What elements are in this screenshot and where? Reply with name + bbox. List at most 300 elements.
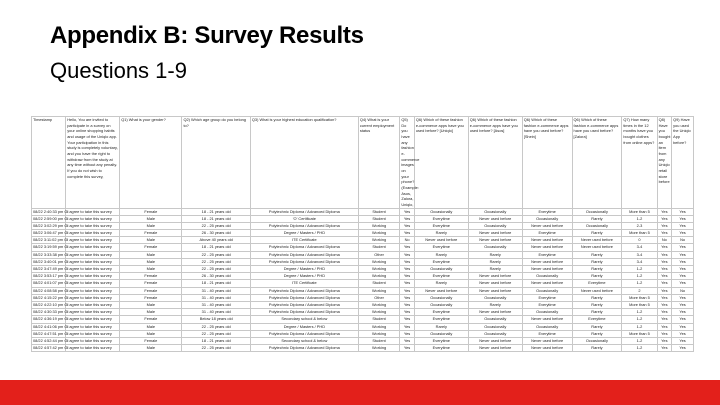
table-cell: I agree to take this survey: [66, 337, 120, 344]
table-cell: Everytime: [522, 208, 572, 215]
table-cell: I agree to take this survey: [66, 294, 120, 301]
table-row: [32, 301, 694, 308]
table-cell: Yes: [672, 258, 694, 265]
table-cell: 08/22 4:01:07 pm GI: [33, 280, 69, 286]
table-cell: Yes: [657, 215, 672, 222]
table-cell: I agree to take this survey: [66, 258, 120, 265]
table-cell: 22 - 25 years old: [182, 345, 250, 352]
table-cell: 18 - 21 years old: [182, 244, 250, 251]
table-cell: Never used before: [522, 222, 572, 229]
table-cell: Rarely: [572, 294, 622, 301]
table-cell: 31 - 40 years old: [182, 301, 250, 308]
survey-results-table-container: [31, 116, 694, 352]
table-cell: Yes: [400, 316, 415, 323]
table-cell: Female: [120, 208, 182, 215]
table-cell: Rarely: [572, 251, 622, 258]
table-cell: More than 5: [622, 208, 657, 215]
table-cell: Occasionally: [468, 323, 522, 330]
table-cell: Yes: [400, 222, 415, 229]
table-cell: Rarely: [414, 230, 468, 237]
table-cell: I agree to take this survey: [66, 323, 120, 330]
table-cell: Yes: [657, 266, 672, 273]
table-cell: 08/22 4:57:42 pm GI: [33, 345, 69, 351]
table-cell: Occasionally: [572, 337, 622, 344]
table-cell: 08/22 3:33:38 pm GI: [33, 251, 69, 257]
column-header: Q9) Have you used the Uniqlo App before?: [672, 117, 694, 209]
table-cell: Occasionally: [414, 266, 468, 273]
column-header: Q1) What is your gender?: [120, 117, 182, 209]
table-cell: Never used before: [468, 280, 522, 287]
table-cell: I agree to take this survey: [66, 215, 120, 222]
table-cell: 22 - 25 years old: [182, 222, 250, 229]
table-cell: 08/22 4:36:19 pm GI: [33, 316, 69, 322]
table-cell: I agree to take this survey: [66, 309, 120, 316]
table-cell: Rarely: [572, 258, 622, 265]
table-cell: Polytechnic Diploma / Advanced Diploma: [250, 287, 358, 294]
table-cell: Yes: [657, 244, 672, 251]
table-cell: Polytechnic Diploma / Advanced Diploma: [250, 258, 358, 265]
table-cell: Polytechnic Diploma / Advanced Diploma: [250, 294, 358, 301]
table-cell: Yes: [657, 251, 672, 258]
table-cell: Yes: [672, 215, 694, 222]
table-cell: I agree to take this survey: [66, 251, 120, 258]
table-cell: Never used before: [468, 230, 522, 237]
table-cell: Degree / Masters / PHD: [250, 323, 358, 330]
table-cell: 31 - 40 years old: [182, 294, 250, 301]
table-row: [32, 309, 694, 316]
table-cell: ITE Certificate: [250, 280, 358, 287]
table-cell: Yes: [400, 309, 415, 316]
table-cell: 'O' Certificate: [250, 215, 358, 222]
table-cell: Yes: [672, 330, 694, 337]
table-cell: Male: [120, 301, 182, 308]
table-cell: 08/22 3:11:02 pm GI: [33, 237, 69, 243]
table-cell: Yes: [672, 337, 694, 344]
table-cell: Yes: [672, 230, 694, 237]
table-cell: Occasionally: [522, 273, 572, 280]
table-cell: Everytime: [414, 258, 468, 265]
table-cell: 1-2: [622, 273, 657, 280]
table-cell: 31 - 40 years old: [182, 287, 250, 294]
table-cell: 3-4: [622, 258, 657, 265]
table-cell: Yes: [672, 266, 694, 273]
table-cell: 08/22 3:19:59 pm GI: [33, 244, 69, 250]
table-cell: Yes: [657, 273, 672, 280]
table-cell: Rarely: [572, 330, 622, 337]
table-cell: No: [672, 287, 694, 294]
table-cell: Rarely: [468, 251, 522, 258]
table-cell: Yes: [672, 294, 694, 301]
table-cell: Yes: [400, 330, 415, 337]
table-row: [32, 208, 694, 215]
table-cell: Male: [120, 323, 182, 330]
table-cell: Working: [358, 237, 400, 244]
table-cell: Yes: [657, 222, 672, 229]
table-cell: 1-2: [622, 280, 657, 287]
table-cell: 1-2: [622, 323, 657, 330]
table-cell: Rarely: [414, 323, 468, 330]
table-cell: Male: [120, 309, 182, 316]
table-cell: Never used before: [468, 337, 522, 344]
table-cell: Never used before: [522, 345, 572, 352]
table-cell: I agree to take this survey: [66, 244, 120, 251]
table-cell: 18 - 21 years old: [182, 337, 250, 344]
table-cell: Occasionally: [414, 330, 468, 337]
table-cell: Rarely: [414, 251, 468, 258]
table-cell: 08/22 4:22:10 pm GI: [33, 301, 69, 307]
table-row: [32, 244, 694, 251]
table-cell: Never used before: [522, 337, 572, 344]
column-header: Q6) Which of these fashion e-commerce apps have you used before? [Asos]: [468, 117, 522, 209]
table-row: [32, 337, 694, 344]
table-cell: Yes: [400, 215, 415, 222]
survey-results-table: [31, 116, 694, 352]
table-cell: Occasionally: [468, 244, 522, 251]
table-cell: Degree / Masters / PHD: [250, 266, 358, 273]
table-cell: Never used before: [468, 273, 522, 280]
table-cell: More than 5: [622, 301, 657, 308]
table-cell: Yes: [672, 244, 694, 251]
table-cell: Male: [120, 237, 182, 244]
table-cell: Yes: [400, 301, 415, 308]
table-cell: 08/22 4:15:22 pm GI: [33, 294, 69, 300]
table-cell: Working: [358, 345, 400, 352]
table-row: [32, 215, 694, 222]
table-cell: 1-2: [622, 337, 657, 344]
table-cell: 08/22 3:06:47 pm GI: [33, 230, 69, 236]
table-row: [32, 280, 694, 287]
table-cell: Occasionally: [414, 301, 468, 308]
table-cell: Yes: [400, 345, 415, 352]
table-cell: Rarely: [468, 266, 522, 273]
table-cell: Occasionally: [522, 287, 572, 294]
table-cell: Occasionally: [572, 208, 622, 215]
table-cell: Never used before: [522, 316, 572, 323]
column-header: Q7) How many times in the 12 months have you bought clothes from online apps?: [622, 117, 657, 209]
table-cell: Everytime: [522, 294, 572, 301]
table-cell: Yes: [672, 301, 694, 308]
table-cell: Female: [120, 316, 182, 323]
table-cell: Degree / Masters / PHD: [250, 273, 358, 280]
table-cell: Rarely: [414, 280, 468, 287]
table-cell: I agree to take this survey: [66, 280, 120, 287]
table-cell: Never used before: [572, 244, 622, 251]
table-cell: 1-2: [622, 316, 657, 323]
table-cell: Rarely: [572, 266, 622, 273]
table-cell: Degree / Masters / PHD: [250, 230, 358, 237]
table-cell: Female: [120, 287, 182, 294]
table-cell: Occasionally: [522, 323, 572, 330]
table-cell: Yes: [400, 280, 415, 287]
table-cell: I agree to take this survey: [66, 301, 120, 308]
table-cell: 08/22 3:40:01 pm GI: [33, 258, 69, 264]
table-cell: Yes: [400, 337, 415, 344]
table-cell: Never used before: [572, 287, 622, 294]
table-cell: 18 - 21 years old: [182, 215, 250, 222]
table-row: [32, 222, 694, 229]
table-cell: 22 - 25 years old: [182, 323, 250, 330]
table-cell: Yes: [400, 208, 415, 215]
table-cell: Working: [358, 301, 400, 308]
table-cell: I agree to take this survey: [66, 273, 120, 280]
table-cell: No: [657, 237, 672, 244]
table-cell: Polytechnic Diploma / Advanced Diploma: [250, 208, 358, 215]
slide-title: Appendix B: Survey Results: [50, 22, 364, 49]
table-cell: Working: [358, 222, 400, 229]
table-cell: Rarely: [468, 301, 522, 308]
table-cell: Yes: [657, 258, 672, 265]
table-cell: Yes: [657, 230, 672, 237]
table-cell: Yes: [672, 309, 694, 316]
table-row: [32, 251, 694, 258]
table-cell: Yes: [672, 273, 694, 280]
table-cell: 3-4: [622, 244, 657, 251]
table-cell: Male: [120, 258, 182, 265]
table-cell: 18 - 21 years old: [182, 280, 250, 287]
table-cell: Rarely: [572, 345, 622, 352]
table-cell: Everytime: [414, 215, 468, 222]
table-cell: More than 5: [622, 294, 657, 301]
table-cell: Female: [120, 337, 182, 344]
table-cell: Polytechnic Diploma / Advanced Diploma: [250, 309, 358, 316]
table-cell: 1-2: [622, 266, 657, 273]
table-cell: Yes: [400, 230, 415, 237]
table-cell: Rarely: [572, 215, 622, 222]
table-cell: Yes: [672, 251, 694, 258]
column-header: Q6) Which of these fashion e-commerce apps have you used before? [Shein]: [522, 117, 572, 209]
table-body: [32, 208, 694, 352]
table-cell: Occasionally: [468, 208, 522, 215]
table-row: [32, 323, 694, 330]
table-cell: Everytime: [414, 345, 468, 352]
table-cell: 18 - 21 years old: [182, 208, 250, 215]
table-cell: Yes: [672, 208, 694, 215]
table-cell: Never used before: [522, 258, 572, 265]
table-cell: Male: [120, 266, 182, 273]
column-header: Q5) Do you have any fashion e-commerce images on your phone? (Example: Asos, Zalora, Uniqlo,: [401, 117, 420, 207]
table-cell: Working: [358, 258, 400, 265]
table-cell: Everytime: [572, 280, 622, 287]
table-cell: More than 5: [622, 230, 657, 237]
table-cell: Rarely: [572, 273, 622, 280]
table-cell: Everytime: [414, 316, 468, 323]
table-cell: Above 40 years old: [182, 237, 250, 244]
table-cell: Yes: [657, 309, 672, 316]
table-cell: Student: [358, 215, 400, 222]
table-cell: Other: [358, 294, 400, 301]
table-cell: 26 - 30 years old: [182, 230, 250, 237]
table-cell: Rarely: [572, 301, 622, 308]
table-row: [32, 258, 694, 265]
table-cell: Everytime: [414, 309, 468, 316]
table-cell: 08/22 4:08:58 pm GI: [33, 287, 69, 293]
table-cell: Student: [358, 280, 400, 287]
column-header: Q8) Have you bought an item from any Uniqlo retail store before: [657, 117, 672, 209]
table-header-row: [32, 117, 694, 209]
table-cell: Yes: [657, 345, 672, 352]
table-cell: Polytechnic Diploma / Advanced Diploma: [250, 345, 358, 352]
table-row: [32, 345, 694, 352]
table-cell: I agree to take this survey: [66, 266, 120, 273]
table-cell: I agree to take this survey: [66, 287, 120, 294]
table-cell: Everytime: [572, 316, 622, 323]
table-cell: Yes: [672, 323, 694, 330]
table-cell: Never used before: [468, 215, 522, 222]
table-cell: Occasionally: [522, 309, 572, 316]
table-cell: Never used before: [522, 280, 572, 287]
table-cell: Yes: [657, 330, 672, 337]
table-cell: Everytime: [522, 251, 572, 258]
table-cell: 08/22 4:52:44 pm GI: [33, 337, 69, 343]
table-cell: Yes: [657, 337, 672, 344]
column-header: Q4) What is your current employment status: [358, 117, 400, 209]
table-row: [32, 316, 694, 323]
table-cell: 08/22 3:47:49 pm GI: [33, 266, 69, 271]
table-cell: Rarely: [572, 309, 622, 316]
table-cell: Yes: [672, 316, 694, 323]
table-cell: Rarely: [572, 230, 622, 237]
table-cell: Everytime: [522, 230, 572, 237]
table-cell: I agree to take this survey: [66, 208, 120, 215]
table-cell: 08/22 2:40:33 pm GI: [33, 208, 69, 214]
table-row: [32, 266, 694, 273]
table-cell: Working: [358, 287, 400, 294]
table-cell: 0: [622, 237, 657, 244]
table-cell: I agree to take this survey: [66, 230, 120, 237]
table-row: [32, 287, 694, 294]
table-cell: Yes: [672, 280, 694, 287]
table-cell: 08/22 4:47:51 pm GI: [33, 330, 69, 336]
table-cell: Everytime: [522, 330, 572, 337]
table-row: [32, 273, 694, 280]
table-cell: Occasionally: [414, 294, 468, 301]
column-header: Q3) What is your highest education qualification?: [250, 117, 358, 209]
table-cell: Everytime: [414, 273, 468, 280]
table-cell: Male: [120, 345, 182, 352]
table-cell: 31 - 40 years old: [182, 309, 250, 316]
table-cell: Male: [120, 251, 182, 258]
table-cell: Never used before: [468, 345, 522, 352]
table-cell: Never used before: [522, 244, 572, 251]
table-cell: Occasionally: [468, 222, 522, 229]
table-row: [32, 230, 694, 237]
table-cell: ITE Certificate: [250, 237, 358, 244]
table-cell: 2-3: [622, 222, 657, 229]
table-cell: Yes: [400, 251, 415, 258]
column-header: Hello, You are invited to participate in a survey on your online shopping habits and usage of the Uniqlo app. Your participation in this study is completely voluntary, and you have the right to withdraw from the study at any time without any penalty. If you do not wish to complete this survey,: [66, 117, 120, 209]
table-cell: 08/22 4:41:06 pm GI: [33, 323, 69, 329]
table-cell: Never used before: [572, 237, 622, 244]
table-cell: Everytime: [414, 337, 468, 344]
table-cell: Polytechnic Diploma / Advanced Diploma: [250, 251, 358, 258]
table-cell: 2: [622, 287, 657, 294]
table-cell: Female: [120, 280, 182, 287]
table-cell: Never used before: [522, 237, 572, 244]
table-cell: Yes: [657, 280, 672, 287]
table-cell: Student: [358, 244, 400, 251]
table-cell: Everytime: [414, 222, 468, 229]
table-cell: Never used before: [468, 237, 522, 244]
table-cell: More than 5: [622, 330, 657, 337]
table-cell: Everytime: [414, 244, 468, 251]
table-cell: 22 - 25 years old: [182, 266, 250, 273]
table-cell: Yes: [400, 258, 415, 265]
table-cell: 08/22 3:53:17 pm GI: [33, 273, 69, 279]
table-cell: Yes: [400, 294, 415, 301]
table-cell: Yes: [672, 222, 694, 229]
table-cell: Other: [358, 251, 400, 258]
table-cell: No: [672, 237, 694, 244]
table-cell: Student: [358, 316, 400, 323]
table-cell: Polytechnic Diploma / Advanced Diploma: [250, 222, 358, 229]
table-cell: Never used before: [414, 237, 468, 244]
table-cell: Working: [358, 330, 400, 337]
table-cell: Yes: [657, 287, 672, 294]
table-cell: Yes: [657, 323, 672, 330]
table-cell: Polytechnic Diploma / Advanced Diploma: [250, 244, 358, 251]
table-cell: Working: [358, 309, 400, 316]
table-cell: Below 18 years old: [182, 316, 250, 323]
table-cell: Female: [120, 230, 182, 237]
table-cell: Occasionally: [468, 330, 522, 337]
table-cell: I agree to take this survey: [66, 222, 120, 229]
table-cell: 22 - 25 years old: [182, 258, 250, 265]
table-cell: 1-2: [622, 215, 657, 222]
table-cell: Rarely: [468, 258, 522, 265]
table-cell: 08/22 3:02:29 pm GI: [33, 222, 69, 228]
table-cell: Occasionally: [572, 222, 622, 229]
table-cell: Yes: [657, 301, 672, 308]
table-cell: Polytechnic Diploma / Advanced Diploma: [250, 330, 358, 337]
table-cell: Occasionally: [522, 215, 572, 222]
table-cell: Yes: [400, 244, 415, 251]
table-cell: Occasionally: [468, 316, 522, 323]
table-cell: Yes: [672, 345, 694, 352]
table-row: [32, 330, 694, 337]
slide-subtitle: Questions 1-9: [50, 58, 187, 83]
table-cell: Yes: [657, 294, 672, 301]
table-cell: Never used before: [414, 287, 468, 294]
column-header: Q6) Which of these fashion e-commerce apps have you used before? [Zalora]: [572, 117, 622, 209]
table-cell: Never used before: [468, 309, 522, 316]
table-row: [32, 294, 694, 301]
column-header: Q2) Which age group do you belong to?: [182, 117, 250, 209]
table-cell: Rarely: [572, 323, 622, 330]
table-cell: 1-2: [622, 309, 657, 316]
table-cell: Student: [358, 208, 400, 215]
table-cell: Working: [358, 323, 400, 330]
table-cell: Working: [358, 273, 400, 280]
table-cell: Never used before: [522, 266, 572, 273]
table-cell: Working: [358, 230, 400, 237]
column-header: Q6) Which of these fashion e-commerce apps have you used before? [Uniqlo]: [414, 117, 468, 209]
table-cell: Female: [120, 244, 182, 251]
table-cell: Never used before: [468, 287, 522, 294]
table-cell: I agree to take this survey: [66, 316, 120, 323]
table-cell: 3-4: [622, 251, 657, 258]
table-cell: Secondary school & below: [250, 316, 358, 323]
table-cell: Occasionally: [468, 294, 522, 301]
table-cell: Yes: [400, 266, 415, 273]
table-cell: I agree to take this survey: [66, 330, 120, 337]
table-cell: Yes: [400, 287, 415, 294]
table-cell: Everytime: [522, 301, 572, 308]
table-cell: Yes: [400, 273, 415, 280]
table-cell: 26 - 30 years old: [182, 273, 250, 280]
table-cell: Male: [120, 222, 182, 229]
table-cell: 08/22 2:59:00 pm GI: [33, 215, 69, 221]
table-cell: 22 - 25 years old: [182, 330, 250, 337]
